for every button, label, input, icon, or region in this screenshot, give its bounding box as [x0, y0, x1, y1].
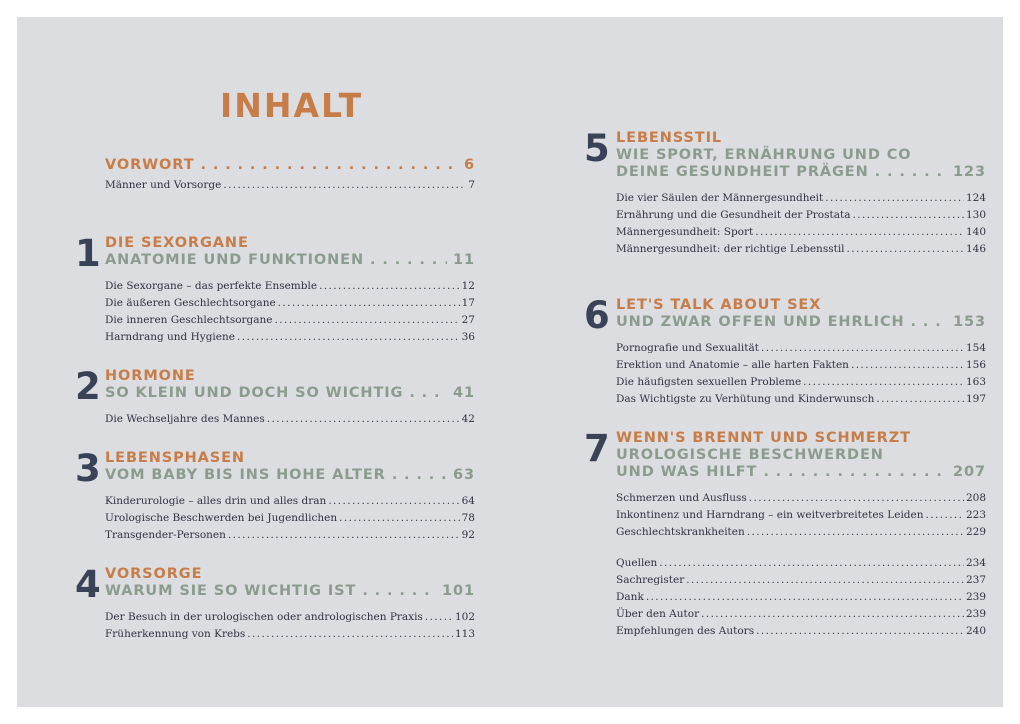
chapter-subtitle[interactable]: VOM BABY BIS INS HOHE ALTER . . . 63: [105, 467, 475, 484]
chapter-number: 5: [584, 127, 610, 170]
toc-entry[interactable]: Schmerzen und Ausfluss ..... 208: [616, 490, 986, 507]
toc-entry[interactable]: Die Sexorgane – das perfekte Ensemble ..... 12: [105, 278, 475, 295]
chapter-subtitle[interactable]: UROLOGISCHE BESCHWERDEN: [616, 447, 884, 463]
section-7: [584, 427, 986, 541]
chapter-subtitle[interactable]: WARUM SIE SO WICHTIG IST . . . 101: [105, 583, 475, 600]
toc-entry[interactable]: Das Wichtigste zu Verhütung und Kinderwunsch ..... 197: [616, 391, 986, 408]
chapter-title[interactable]: HORMONE: [105, 368, 196, 384]
toc-entry[interactable]: Kinderurologie – alles drin und alles dran ..... 64: [105, 493, 475, 510]
toc-entry[interactable]: Männergesundheit: Sport ..... 140: [616, 224, 986, 241]
toc-entry[interactable]: Der Besuch in der urologischen oder andrologischen Praxis ..... 102: [105, 609, 475, 626]
toc-entry[interactable]: Urologische Beschwerden bei Jugendlichen ..... 78: [105, 510, 475, 527]
toc-entry[interactable]: Die vier Säulen der Männergesundheit ..... 124: [616, 190, 986, 207]
chapter-subtitle[interactable]: UND ZWAR OFFEN UND EHRLICH . . . 153: [616, 314, 986, 331]
toc-entry[interactable]: Sachregister ..... 237: [616, 572, 986, 589]
chapter-title[interactable]: DIE SEXORGANE: [105, 235, 249, 251]
section-6: [584, 294, 986, 408]
section-4: [75, 563, 475, 643]
chapter-number: 2: [75, 365, 101, 408]
toc-entry[interactable]: Harndrang und Hygiene ..... 36: [105, 329, 475, 346]
section-2: [75, 365, 475, 428]
chapter-number: 6: [584, 294, 610, 337]
toc-entry[interactable]: Über den Autor ..... 239: [616, 606, 986, 623]
toc-entry[interactable]: Männer und Vorsorge ..... 7: [105, 177, 475, 194]
toc-entry[interactable]: Dank ..... 239: [616, 589, 986, 606]
chapter-title[interactable]: WENN'S BRENNT UND SCHMERZT: [616, 430, 911, 446]
section-heading[interactable]: VORWORT . . . 6: [105, 157, 475, 174]
toc-entry[interactable]: Pornografie und Sexualität ..... 154: [616, 340, 986, 357]
section-5: [584, 127, 986, 258]
chapter-title[interactable]: LET'S TALK ABOUT SEX: [616, 297, 822, 313]
toc-entry[interactable]: Die inneren Geschlechtsorgane ..... 27: [105, 312, 475, 329]
toc-entry[interactable]: Geschlechtskrankheiten ..... 229: [616, 524, 986, 541]
chapter-subtitle[interactable]: ANATOMIE UND FUNKTIONEN . . . 11: [105, 252, 475, 269]
chapter-number: 7: [584, 427, 610, 470]
toc-entry[interactable]: Die äußeren Geschlechtsorgane ..... 17: [105, 295, 475, 312]
chapter-subtitle-line[interactable]: DEINE GESUNDHEIT PRÄGEN . . . 123: [616, 164, 986, 181]
chapter-title[interactable]: VORSORGE: [105, 566, 203, 582]
chapter-title[interactable]: LEBENSSTIL: [616, 130, 722, 146]
chapter-number: 1: [75, 232, 101, 275]
toc-entry[interactable]: Früherkennung von Krebs ..... 113: [105, 626, 475, 643]
section-vorwort: [105, 157, 475, 194]
toc-entry[interactable]: Empfehlungen des Autors ..... 240: [616, 623, 986, 640]
chapter-title[interactable]: LEBENSPHASEN: [105, 450, 245, 466]
toc-entry[interactable]: Ernährung und die Gesundheit der Prostata ..... 130: [616, 207, 986, 224]
chapter-subtitle-line[interactable]: UND WAS HILFT . . . 207: [616, 464, 986, 481]
book-spread: [17, 17, 1003, 707]
toc-entry[interactable]: Die häufigsten sexuellen Probleme ..... 163: [616, 374, 986, 391]
section-1: [75, 232, 475, 346]
chapter-number: 3: [75, 447, 101, 490]
chapter-subtitle[interactable]: WIE SPORT, ERNÄHRUNG UND CO: [616, 147, 912, 163]
page-title: INHALT: [220, 86, 364, 125]
toc-entry[interactable]: Männergesundheit: der richtige Lebensstil ..... 146: [616, 241, 986, 258]
toc-entry[interactable]: Erektion und Anatomie – alle harten Fakten ..... 156: [616, 357, 986, 374]
section-3: [75, 447, 475, 544]
toc-entry[interactable]: Die Wechseljahre des Mannes ..... 42: [105, 411, 475, 428]
toc-entry[interactable]: Transgender-Personen ..... 92: [105, 527, 475, 544]
appendix-list: [616, 555, 986, 640]
toc-entry[interactable]: Inkontinenz und Harndrang – ein weitverbreitetes Leiden ..... 223: [616, 507, 986, 524]
chapter-number: 4: [75, 563, 101, 606]
toc-entry[interactable]: Quellen ..... 234: [616, 555, 986, 572]
chapter-subtitle[interactable]: SO KLEIN UND DOCH SO WICHTIG . . . 41: [105, 385, 475, 402]
